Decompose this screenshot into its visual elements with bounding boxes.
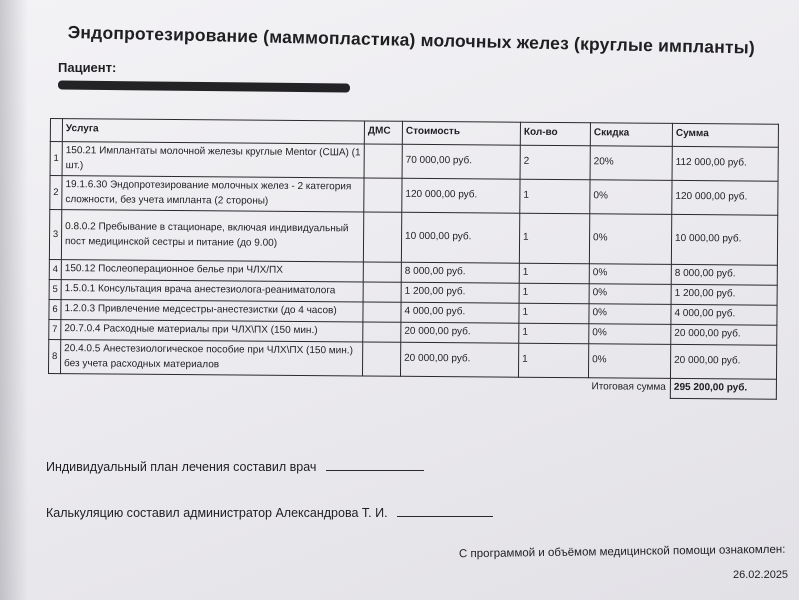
row-sum: 10 000,00 руб.	[671, 214, 777, 265]
row-price: 20 000,00 руб.	[400, 342, 518, 377]
row-number: 1	[50, 142, 62, 176]
row-discount: 0%	[589, 264, 671, 285]
services-table-wrapper	[48, 118, 778, 399]
row-quantity: 1	[519, 303, 589, 324]
total-label: Итоговая сумма	[591, 381, 666, 394]
row-sum: 1 200,00 руб.	[671, 284, 777, 305]
row-number: 8	[48, 339, 60, 373]
row-service: 20.7.0.4 Расходные материалы при ЧЛХ\ПХ (150 мин.)	[61, 320, 363, 342]
header-number	[50, 119, 62, 142]
row-price: 70 000,00 руб.	[402, 144, 520, 179]
row-sum: 8 000,00 руб.	[671, 264, 777, 285]
row-service: 150.12 Послеоперационное белье при ЧЛХ/ПХ	[61, 260, 363, 282]
total-value: 295 200,00 руб.	[670, 378, 776, 398]
row-dms	[363, 262, 401, 282]
table-row	[49, 210, 777, 266]
row-quantity: 1	[519, 213, 589, 264]
row-number: 6	[49, 299, 61, 319]
row-price: 1 200,00 руб.	[401, 282, 519, 303]
header-discount: Скидка	[590, 123, 672, 147]
row-number: 7	[49, 319, 61, 339]
row-dms	[363, 302, 401, 322]
row-number: 4	[49, 259, 61, 279]
calc-line	[46, 506, 493, 520]
row-discount: 0%	[589, 214, 671, 265]
row-sum: 20 000,00 руб.	[671, 324, 777, 345]
row-quantity: 1	[519, 323, 589, 344]
plan-line	[46, 460, 424, 474]
admin-signature-line	[397, 516, 493, 517]
calc-text: Калькуляцию составил администратор Александрова Т. И.	[46, 506, 388, 520]
row-sum: 20 000,00 руб.	[670, 344, 776, 379]
acknowledgement-text: С программой и объёмом медицинской помощи ознакомлен:	[458, 543, 786, 561]
row-quantity: 1	[520, 179, 590, 214]
row-service: 0.8.0.2 Пребывание в стационаре, включая индивидуальный пост медицинской сестры и питание (до 9.00)	[61, 210, 363, 262]
document-date: 26.02.2025	[733, 569, 789, 581]
row-sum: 4 000,00 руб.	[671, 304, 777, 325]
row-sum: 112 000,00 руб.	[672, 146, 778, 181]
row-number: 2	[50, 176, 62, 210]
table-row	[50, 176, 778, 216]
row-quantity: 2	[520, 145, 590, 180]
table-row	[48, 339, 776, 379]
row-number: 5	[49, 279, 61, 299]
row-discount: 0%	[589, 304, 671, 325]
row-price: 10 000,00 руб.	[401, 212, 519, 263]
row-sum: 120 000,00 руб.	[672, 180, 778, 215]
row-service: 20.4.0.5 Анестезиологическое пособие при ЧЛХ\ПХ (150 мин.) без учета расходных материалов	[60, 340, 362, 376]
row-dms	[362, 342, 400, 376]
row-quantity: 1	[519, 283, 589, 304]
row-dms	[363, 282, 401, 302]
header-price: Стоимость	[402, 121, 520, 145]
row-dms	[363, 212, 401, 262]
row-discount: 0%	[590, 180, 672, 215]
row-quantity: 1	[518, 343, 588, 378]
row-service: 150.21 Имплантаты молочной железы круглые Mentor (США) (1 шт.)	[62, 142, 364, 178]
header-sum: Сумма	[672, 123, 778, 147]
row-quantity: 1	[519, 263, 589, 284]
page-shadow	[0, 0, 28, 600]
row-price: 20 000,00 руб.	[401, 322, 519, 343]
row-dms	[364, 144, 402, 178]
row-service: 1.5.0.1 Консультация врача анестезиолога-реаниматолога	[61, 280, 363, 302]
table-row	[50, 142, 778, 182]
row-service: 1.2.0.3 Привлечение медсестры-анестезистки (до 4 часов)	[61, 300, 363, 322]
header-quantity: Кол-во	[520, 122, 590, 146]
header-dms: ДМС	[364, 121, 402, 144]
doctor-signature-line	[326, 470, 424, 471]
patient-label: Пациент:	[58, 60, 117, 75]
services-table	[48, 118, 779, 399]
row-discount: 0%	[589, 324, 671, 345]
row-dms	[363, 322, 401, 342]
row-price: 120 000,00 руб.	[402, 178, 520, 213]
plan-text: Индивидуальный план лечения составил врач	[46, 460, 317, 474]
document-title: Эндопротезирование (маммопластика) молочных желез (круглые импланты)	[67, 22, 756, 58]
redacted-patient-name	[58, 80, 350, 92]
row-dms	[364, 178, 402, 212]
row-service: 19.1.6.30 Эндопротезирование молочных желез - 2 категория сложности, без учета импланта (2 стороны)	[62, 176, 364, 212]
row-discount: 0%	[589, 284, 671, 305]
row-discount: 0%	[588, 344, 670, 379]
row-discount: 20%	[590, 146, 672, 181]
row-number: 3	[49, 210, 61, 260]
header-service: Услуга	[62, 119, 364, 144]
row-price: 8 000,00 руб.	[401, 262, 519, 283]
row-price: 4 000,00 руб.	[401, 302, 519, 323]
